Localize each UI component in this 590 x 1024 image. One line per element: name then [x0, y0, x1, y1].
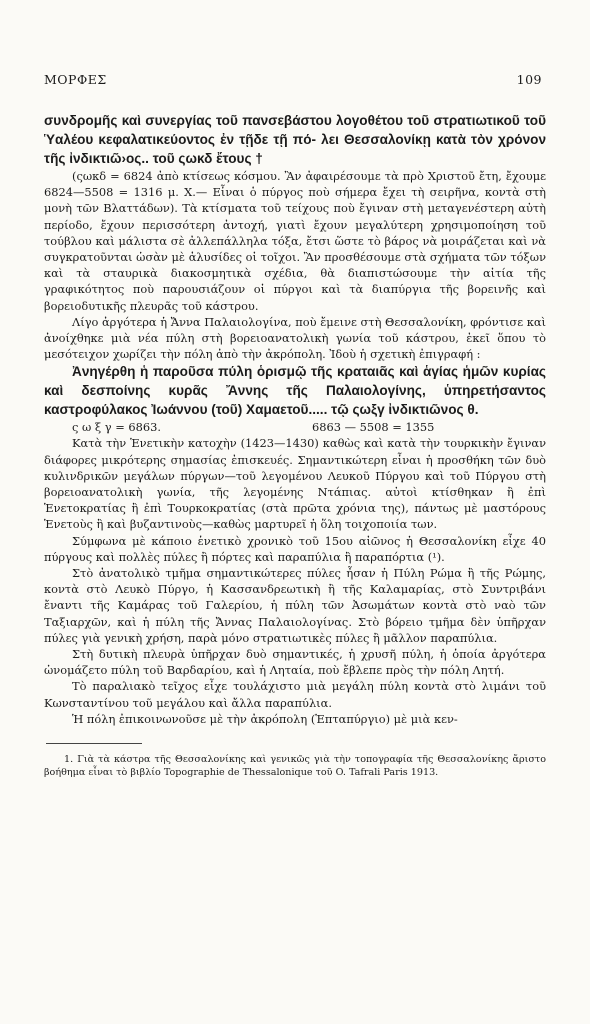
paragraph-5: Στὸ ἀνατολικὸ τμῆμα σημαντικώτερες πύλες ἦσαν ἡ Πύλη Ρώμα ἢ τῆς Ρώμης, κοντὰ στὸ Λευκὸ Πύργο, ἡ Κασσανδρεωτικὴ ἢ τῆς Καλαμαρίας, στὸ Συντριβάνι ἔναντι τῆς Καμάρας τοῦ Γαλερίου, ἡ πύλη τῶν Ἀσωμάτων κοντὰ στὸ ναὸ τῶν Ταξιαρχῶν, καὶ ἡ πύλη τῆς Ἄννας Παλαιολογίνας. Στὸ βόρειο τμῆμα δὲν ὑπῆρχαν πύλες γιὰ γενικὴ χρήση, παρὰ μόνο στρατιωτικὲς πύλες ἢ μᾶλλον παραπύλια.: [44, 566, 546, 645]
page-header: [44, 72, 546, 87]
footnote-divider: [46, 743, 142, 744]
page-number: 109: [516, 72, 542, 87]
date-calculation-line: [44, 419, 546, 435]
paragraph-7: Τὸ παραλιακὸ τεῖχος εἶχε τουλάχιστο μιὰ μεγάλη πύλη κοντὰ στὸ λιμάνι τοῦ Κωνσταντίνου τοῦ μεγάλου καὶ ἄλλα παραπύλια.: [44, 679, 546, 710]
date-calc-right: 6863 — 5508 = 1355: [312, 420, 435, 435]
paragraph-2: Λίγο ἀργότερα ἡ Ἄννα Παλαιολογίνα, ποὺ ἔμεινε στὴ Θεσσαλονίκη, φρόντισε καὶ ἀνοίχθηκε μιὰ νέα πύλη στὴ βορειοανατολικὴ γωνία τοῦ κάστρου, ἐκεῖ ὅπου τὸ μεσότειχον χωρίζει τὴν πόλη ἀπὸ τὴν ἀκρόπολη. Ἰδοὺ ἡ σχετικὴ ἐπιγραφή :: [44, 314, 546, 362]
paragraph-8: Ἡ πόλη ἐπικοινωνοῦσε μὲ τὴν ἀκρόπολη (Ἑπταπύργιο) μὲ μιὰ κεν-: [72, 711, 458, 726]
date-calc-left: ς ω ξ γ = 6863.: [72, 420, 162, 435]
inscription-quote-1: συνδρομῆς καὶ συνεργίας τοῦ πανσεβάστου λογοθέτου τοῦ στρατιωτικοῦ τοῦ Ὑαλέου κεφαλατικεύοντος ἐν τῇδε τῇ πό- λει Θεσσαλονίκῃ κατὰ τὸν χρόνον τῆς ἰνδικτιῶ›ος.. τοῦ ςωκδ ἔτους †: [44, 113, 546, 166]
inscription-quote-2: Ἀνηγέρθη ἡ παροῦσα πύλη ὁρισμῷ τῆς κραταιᾶς καὶ ἁγίας ἡμῶν κυρίας καὶ δεσποίνης κυρᾶς Ἄννης τῆς Παλαιολογίνης, ὑπηρετήσαντος καστροφύλακος Ἰωάννου (τοῦ) Χαμαετοῦ..... τῷ ςωξγ ἰνδικτιῶνος θ.: [44, 364, 546, 418]
footnote-1: 1. Γιὰ τὰ κάστρα τῆς Θεσσαλονίκης καὶ γενικῶς γιὰ τὴν τοπογραφία τῆς Θεσσαλονίκης ἄριστο βοήθημα εἶναι τὸ βιβλίο Topographie de Thessalonique τοῦ O. Tafrali Paris 1913.: [44, 754, 546, 778]
paragraph-1: (ςωκδ = 6824 ἀπὸ κτίσεως κόσμου. Ἂν ἀφαιρέσουμε τὰ πρὸ Χριστοῦ ἔτη, ἔχουμε 6824—5508 = 1316 μ. Χ.— Εἶναι ὁ πύργος ποὺ σήμερα ἔχει τὴ σειρῆνα, κοντὰ στὴ μονὴ τῶν Βλαττάδων). Τὰ κτίσματα τοῦ τείχους ποὺ ἔγιναν στὴ μεταγενέστερη αὐτὴ περίοδο, ἔχουν περισσότερη ἀντοχή, γιατὶ ἔχουν μεγαλύτερη χρησιμοποίηση τοῦ τούβλου καὶ μάλιστα σὲ ἀλλεπάλληλα τόξα, ἔτσι ὥστε τὸ βάρος νὰ μοιράζεται καὶ νὰ συγκρατοῦνται ὡσὰν μὲ ἁλυσίδες οἱ τοῖχοι. Ἂν προσθέσουμε στὰ σχήματα τῶν τόξων καὶ τὰ σταυρικὰ διακοσμητικὰ σχέδια, θὰ διαπιστώσουμε τὴν αἰτία τῆς γραφικότητος ποὺ παρουσιάζουν οἱ πύργοι καὶ τὰ διαπύργια τῆς βορεινῆς καὶ βορειοδυτικῆς πλευρᾶς τοῦ κάστρου.: [44, 169, 546, 313]
paragraph-6: Στὴ δυτικὴ πλευρὰ ὑπῆρχαν δυὸ σημαντικές, ἡ χρυσῆ πύλη, ἡ ὁποία ἀργότερα ὠνομάζετο πύλη τοῦ Βαρδαρίου, καὶ ἡ Ληταία, ποὺ ἔβλεπε πρὸς τὴν πόλη Λητή.: [44, 647, 546, 678]
running-title: ΜΟΡΦΕΣ: [44, 72, 107, 87]
paragraph-3: Κατὰ τὴν Ἑνετικὴν κατοχὴν (1423—1430) καθὼς καὶ κατὰ τὴν τουρκικὴν ἔγιναν διάφορες μικρότερης σημασίας ἐπισκευές. Σημαντικώτερη εἶναι ἡ προσθήκη τῶν δυὸ κυλινδρικῶν μεγάλων πύργων—τοῦ λεγομένου Λευκοῦ Πύργου καὶ τοῦ Πύργου στὴ βορειοανατολικὴ γωνία, τῆς λεγομένης Ντάπιας. αὐτοὶ κτίσθηκαν ἢ ἐπὶ Ἑνετοκρατίας ἢ ἐπὶ Τουρκοκρατίας (στὰ πρῶτα χρόνια της), πάντως μὲ μαστόρους Ἑνετοὺς ἢ καὶ βυζαντινοὺς—καθὼς μαρτυρεῖ ἡ ὅλη τοιχοποιία των.: [44, 436, 546, 532]
paragraph-4: Σύμφωνα μὲ κάποιο ἑνετικὸ χρονικὸ τοῦ 15ου αἰῶνος ἡ Θεσσαλονίκη εἶχε 40 πύργους καὶ πολλὲς πύλες ἢ πόρτες καὶ παραπύλια ἢ παραπόρτια (¹).: [44, 533, 546, 564]
